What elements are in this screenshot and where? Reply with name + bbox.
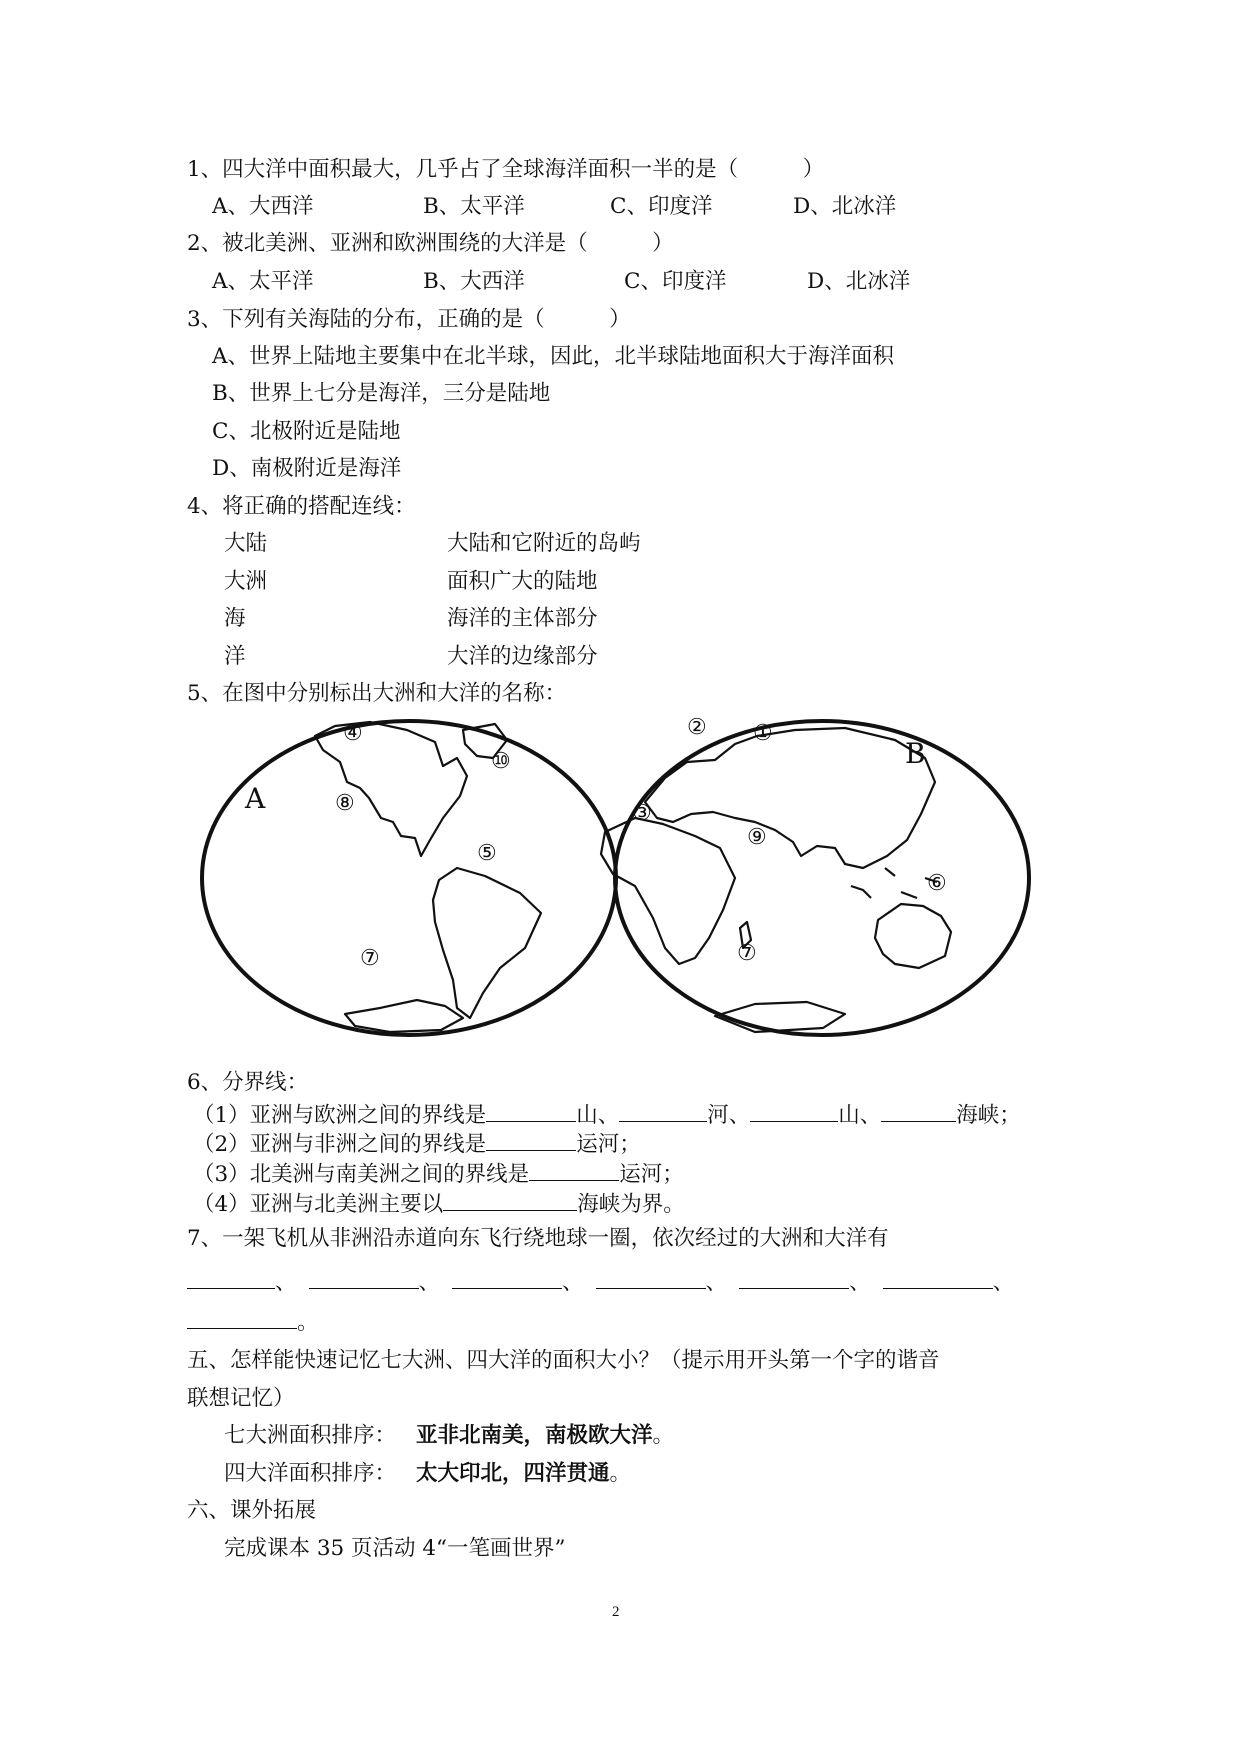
- australia-coast: [875, 904, 951, 968]
- answer-blank[interactable]: [596, 1266, 706, 1289]
- answer-blank[interactable]: [443, 1188, 577, 1211]
- q6-line-1-s3: 山、: [838, 1103, 882, 1128]
- answer-blank[interactable]: [309, 1266, 419, 1289]
- north-america-coast: [315, 722, 467, 856]
- q6-line-2-prefix: （2）亚洲与非洲之间的界线是: [193, 1132, 487, 1157]
- world-hemispheres-map: [195, 718, 1055, 1038]
- answer-blank[interactable]: [750, 1099, 838, 1122]
- page-number: 2: [612, 1604, 620, 1620]
- continents-label: 七大洲面积排序：: [224, 1423, 397, 1448]
- answer-blank[interactable]: [739, 1266, 849, 1289]
- map-label-2: ②: [687, 718, 707, 740]
- q1-option-a: A、大西洋: [212, 194, 314, 219]
- q1-option-b: B、太平洋: [423, 194, 525, 219]
- separator: 、: [275, 1270, 297, 1295]
- south-america-coast: [433, 868, 541, 1018]
- q6-line-3-s1: 运河；: [619, 1162, 684, 1187]
- q7-last-blank-row: [187, 1306, 319, 1337]
- separator: 、: [705, 1270, 728, 1295]
- q4-right-definition: 大陆和它附近的岛屿: [447, 531, 641, 556]
- q6-stem: 6、分界线：: [187, 1070, 309, 1095]
- q7-blanks-row: [187, 1266, 1014, 1297]
- q6-line-1-s1: 山、: [576, 1103, 620, 1128]
- q3-option-c: C、北极附近是陆地: [212, 419, 401, 444]
- map-label-8: ⑧: [335, 791, 355, 816]
- map-label-1: ①: [753, 721, 773, 746]
- q2-option-b: B、大西洋: [423, 269, 525, 294]
- q3-option-d: D、南极附近是海洋: [212, 456, 402, 481]
- period: 。: [297, 1310, 319, 1335]
- map-label-a: A: [245, 782, 266, 815]
- eurasia-coast: [645, 728, 935, 868]
- map-label-4: ④: [343, 721, 363, 746]
- map-label-6: ⑥: [927, 871, 947, 896]
- q6-line-2-s1: 运河；: [576, 1132, 641, 1157]
- q6-line-3: [193, 1158, 684, 1189]
- answer-blank[interactable]: [529, 1158, 619, 1181]
- q3-stem: 3、下列有关海陆的分布，正确的是（ ）: [187, 307, 631, 332]
- southeast-asia-islands: [851, 868, 937, 898]
- q2-option-c: C、印度洋: [624, 269, 727, 294]
- continents-mnemonic: 亚非北南美，南极欧大洋: [416, 1423, 653, 1448]
- western-hemisphere-outline: [202, 721, 616, 1035]
- answer-blank[interactable]: [881, 1099, 956, 1122]
- q1-option-c: C、印度洋: [610, 194, 713, 219]
- map-label-9: ⑨: [747, 825, 767, 850]
- q4-left-term: 大陆: [224, 531, 268, 556]
- separator: 、: [418, 1270, 441, 1295]
- map-label-7-west: ⑦: [360, 946, 380, 971]
- answer-blank[interactable]: [486, 1128, 576, 1151]
- section5-line-2: 联想记忆）: [187, 1386, 295, 1411]
- map-label-5: ⑤: [477, 841, 497, 866]
- map-label-3: ③: [632, 801, 652, 826]
- answer-blank[interactable]: [187, 1306, 297, 1329]
- q1-stem: 1、四大洋中面积最大，几乎占了全球海洋面积一半的是（ ）: [187, 157, 825, 182]
- q3-option-b: B、世界上七分是海洋，三分是陆地: [212, 381, 551, 406]
- map-label-10: ⑩: [491, 749, 511, 774]
- q4-left-term: 洋: [224, 644, 246, 669]
- q2-option-d: D、北冰洋: [807, 269, 911, 294]
- section6-title: 六、课外拓展: [187, 1498, 317, 1523]
- q6-line-1-s4: 海峡；: [956, 1103, 1021, 1128]
- q4-right-definition: 大洋的边缘部分: [447, 644, 598, 669]
- antarctica-east-coast: [715, 1002, 845, 1032]
- q4-right-definition: 海洋的主体部分: [447, 606, 598, 631]
- answer-blank[interactable]: [883, 1266, 993, 1289]
- q6-line-3-prefix: （3）北美洲与南美洲之间的界线是: [193, 1162, 530, 1187]
- separator: 、: [849, 1270, 871, 1295]
- q3-option-a: A、世界上陆地主要集中在北半球，因此，北半球陆地面积大于海洋面积: [212, 344, 895, 369]
- separator: 、: [562, 1270, 584, 1295]
- map-label-7-east: ⑦: [737, 941, 757, 966]
- answer-blank[interactable]: [452, 1266, 562, 1289]
- q1-option-d: D、北冰洋: [793, 194, 897, 219]
- oceans-label: 四大洋面积排序：: [224, 1461, 397, 1486]
- q6-line-1: [193, 1099, 1021, 1130]
- q4-left-term: 大洲: [224, 569, 268, 594]
- q4-stem: 4、将正确的搭配连线：: [187, 494, 416, 519]
- section5-continents-row: [224, 1422, 674, 1450]
- map-label-b: B: [905, 737, 926, 770]
- section6-text: 完成课本 35 页活动 4“一笔画世界”: [224, 1536, 566, 1561]
- q4-left-term: 海: [224, 606, 246, 631]
- continents-end: 。: [652, 1423, 675, 1448]
- antarctica-west-coast: [345, 1000, 463, 1032]
- q6-line-1-prefix: （1）亚洲与欧洲之间的界线是: [193, 1103, 487, 1128]
- answer-blank[interactable]: [619, 1099, 707, 1122]
- section5-oceans-row: [224, 1460, 631, 1488]
- separator: 、: [992, 1270, 1015, 1295]
- q2-stem: 2、被北美洲、亚洲和欧洲围绕的大洋是（ ）: [187, 231, 674, 256]
- q4-right-definition: 面积广大的陆地: [447, 569, 598, 594]
- q2-option-a: A、太平洋: [212, 269, 314, 294]
- q6-line-4-prefix: （4）亚洲与北美洲主要以: [193, 1192, 444, 1217]
- section5-line-1: 五、怎样能快速记忆七大洲、四大洋的面积大小？（提示用开头第一个字的谐音: [187, 1348, 940, 1373]
- q6-line-1-s2: 河、: [707, 1103, 751, 1128]
- q7-stem: 7、一架飞机从非洲沿赤道向东飞行绕地球一圈，依次经过的大洲和大洋有: [187, 1226, 889, 1251]
- q6-line-4-s1: 海峡为界。: [577, 1192, 685, 1217]
- answer-blank[interactable]: [486, 1099, 576, 1122]
- oceans-end: 。: [609, 1461, 632, 1486]
- answer-blank[interactable]: [187, 1266, 275, 1289]
- q6-line-4: [193, 1188, 685, 1219]
- q6-line-2: [193, 1128, 641, 1159]
- oceans-mnemonic: 太大印北，四洋贯通: [416, 1461, 610, 1486]
- q5-stem: 5、在图中分别标出大洲和大洋的名称：: [187, 681, 567, 706]
